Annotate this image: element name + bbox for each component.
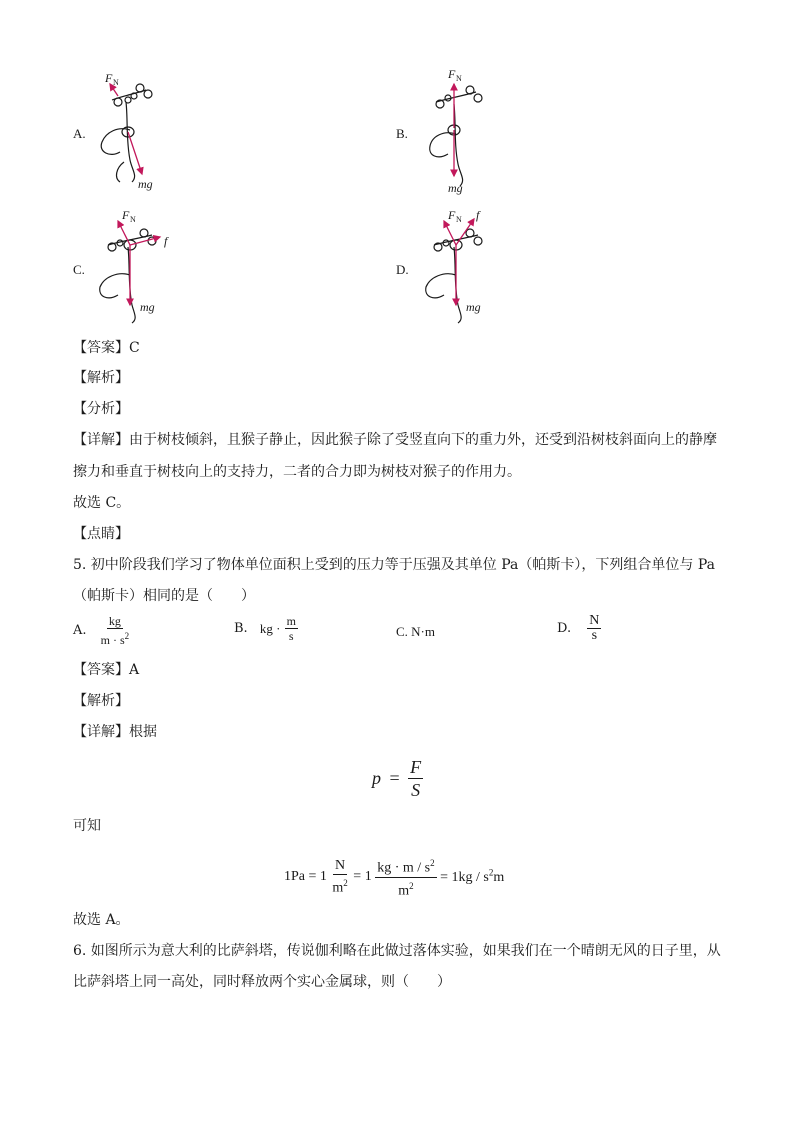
- q5-option-b: B. kg · $\frac{m}{s}$: [234, 614, 296, 643]
- figure-c-monkey: [88, 205, 183, 330]
- svg-text:mg: mg: [466, 300, 481, 314]
- svg-text:mg: mg: [448, 181, 463, 195]
- q6-stem-line2: 比萨斜塔上同一高处，同时释放两个实心金属球，则（ ）: [73, 974, 451, 990]
- svg-text:F: F: [122, 208, 130, 222]
- q5-answer: 【答案】A: [73, 662, 140, 678]
- q5-stem-line2: （帕斯卡）相同的是（ ）: [73, 588, 255, 604]
- svg-text:F: F: [448, 68, 456, 81]
- option-c-letter: C.: [73, 262, 85, 277]
- label-fn: F: [105, 71, 113, 85]
- label-mg: mg: [138, 177, 153, 191]
- formula-unit-conversion: 1Pa = 1 $\frac{N}{m^2}$ = 1 $\frac{kg \cdot m / s^2}{m^2}$ = $1kg / s^2m$: [284, 855, 504, 899]
- q4-choose: 故选 C。: [73, 495, 131, 511]
- option-b-letter: B.: [396, 126, 408, 141]
- svg-text:N: N: [113, 78, 119, 87]
- q4-analysis-label: 【解析】: [73, 370, 129, 386]
- q4-detail-line2: 擦力和垂直于树枝向上的支持力，二者的合力即为树枝对猴子的作用力。: [73, 464, 521, 480]
- q5-option-d: D. $\frac{N}{s}$: [557, 613, 600, 643]
- q4-answer: 【答案】C: [73, 340, 140, 356]
- q6-stem-line1: 6. 如图所示为意大利的比萨斜塔，传说伽利略在此做过落体实验，如果我们在一个晴朗无风的日子里，从: [73, 943, 721, 959]
- formula-pressure: p = $\frac{F}{S}$: [372, 757, 422, 800]
- q5-analysis-label: 【解析】: [73, 693, 129, 709]
- option-d-letter: D.: [396, 262, 409, 277]
- svg-text:F: F: [448, 208, 456, 222]
- monkey-sketch: [101, 84, 152, 182]
- q4-fenxi-label: 【分析】: [73, 401, 129, 417]
- q5-option-c: C. N·m: [396, 624, 435, 639]
- q5-stem-line1: 5. 初中阶段我们学习了物体单位面积上受到的压力等于压强及其单位 Pa（帕斯卡），下列组合单位与 Pa: [73, 557, 715, 573]
- q5-choose: 故选 A。: [73, 912, 130, 928]
- q4-comment-label: 【点睛】: [73, 526, 129, 542]
- q5-option-a: A. $\frac{kg}{m \cdot s^2}$: [73, 614, 130, 647]
- figure-d-monkey: [412, 205, 507, 330]
- q5-kezhi: 可知: [73, 818, 101, 834]
- option-a-letter: A.: [73, 126, 86, 141]
- svg-text:N: N: [456, 215, 462, 224]
- svg-text:N: N: [456, 74, 462, 83]
- svg-text:mg: mg: [140, 300, 155, 314]
- figure-b-monkey: [420, 68, 500, 198]
- q4-detail-line1: 【详解】由于树枝倾斜，且猴子静止，因此猴子除了受竖直向下的重力外，还受到沿树枝斜面向上的静摩: [73, 432, 717, 448]
- svg-text:f: f: [476, 208, 480, 222]
- svg-text:f: f: [164, 234, 168, 248]
- svg-text:N: N: [130, 215, 136, 224]
- figure-a-monkey: [88, 70, 168, 195]
- q5-detail: 【详解】根据: [73, 724, 157, 740]
